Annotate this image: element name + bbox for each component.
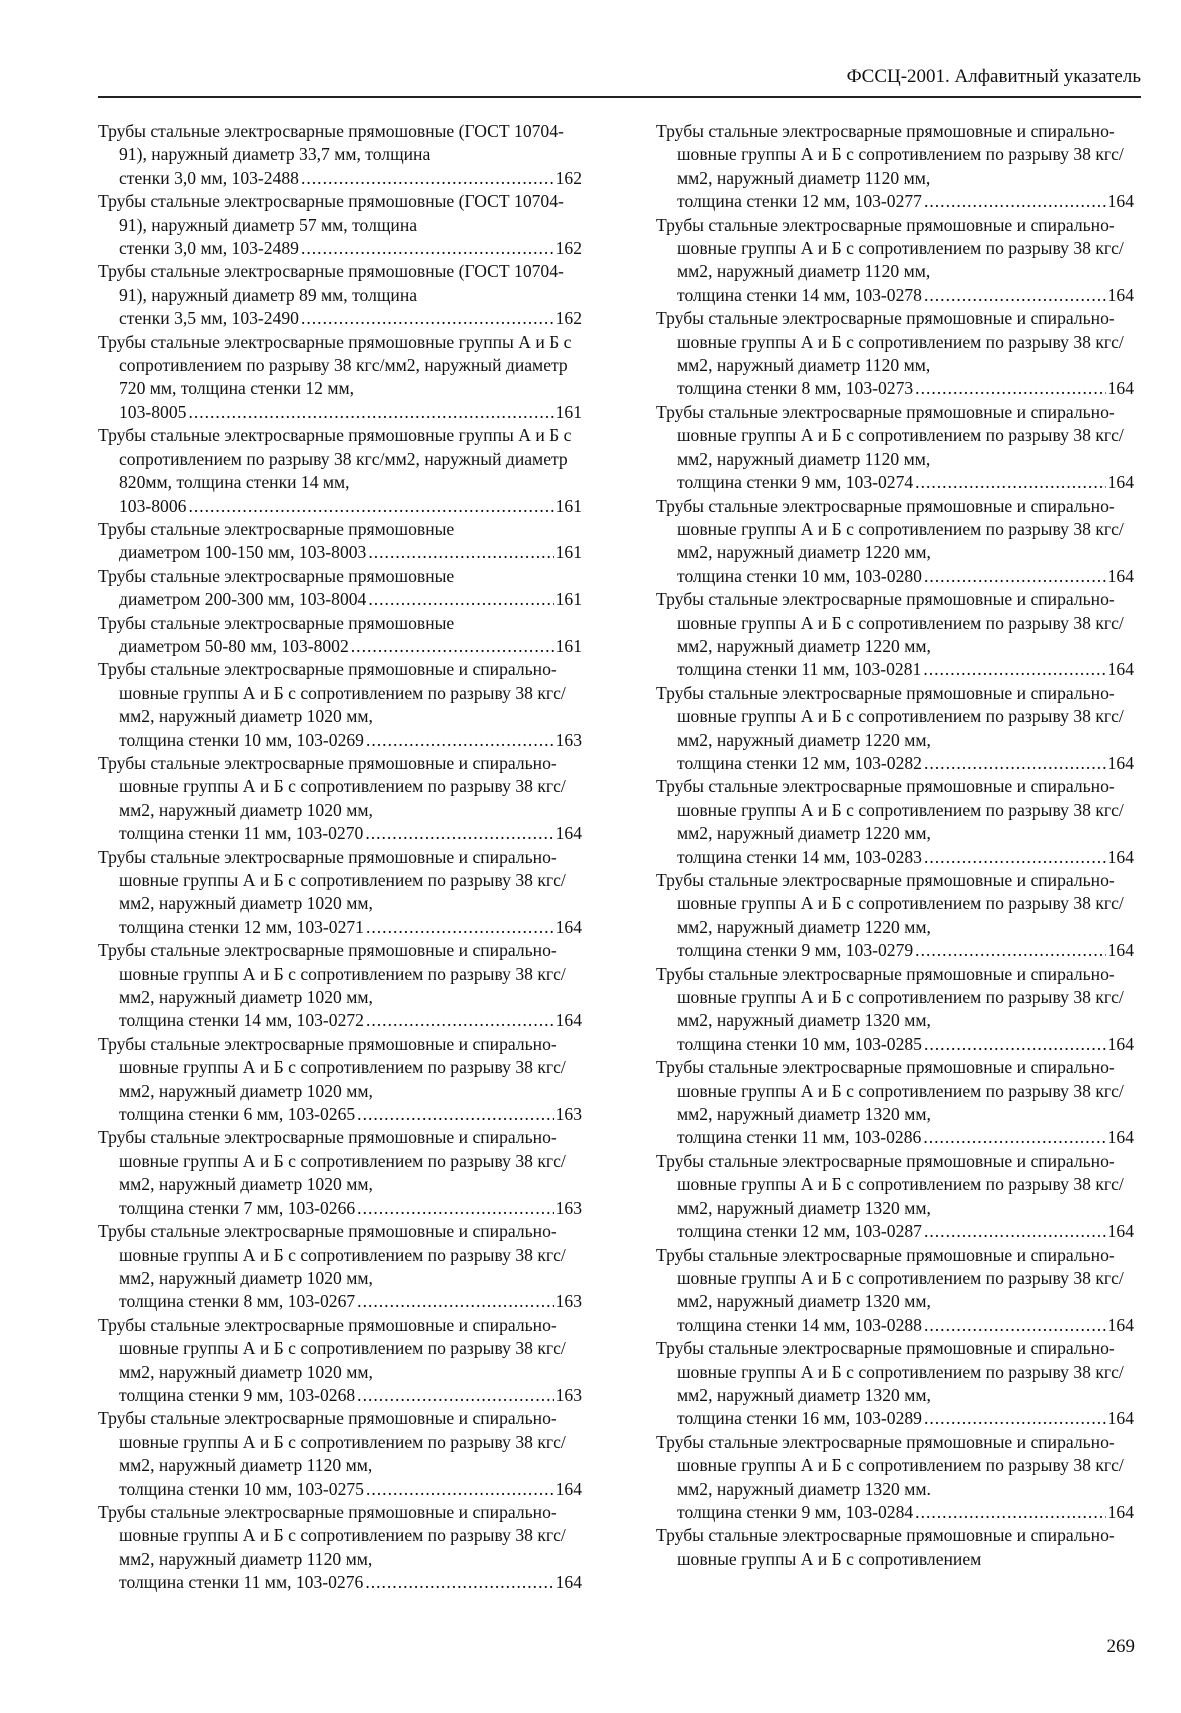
- entry-page: 161: [555, 635, 582, 656]
- index-entry: [98, 190, 582, 260]
- entry-last-line: [119, 1103, 582, 1126]
- entry-last-line: [119, 167, 582, 190]
- entry-page: 163: [555, 1384, 582, 1405]
- entry-page: 164: [555, 916, 582, 937]
- entry-text: Трубы стальные электросварные прямошовные и спирально-шовные группы А и Б с сопротивлением по разрыву 38 кгс/мм2, наружный диаметр 1020 мм,: [98, 752, 566, 820]
- entry-page: 164: [1107, 1501, 1134, 1522]
- entry-code: толщина стенки 12 мм, 103-0277: [677, 191, 922, 212]
- right-index-column: [656, 120, 1134, 1571]
- entry-text: Трубы стальные электросварные прямошовные и спирально-шовные группы А и Б с сопротивлением по разрыву 38 кгс/мм2, наружный диаметр 1120 мм,: [656, 121, 1124, 188]
- entry-page: 164: [555, 1572, 582, 1593]
- dot-leader: [366, 729, 554, 752]
- index-entry: [656, 401, 1134, 495]
- dot-leader: [924, 1033, 1106, 1056]
- entry-text: Трубы стальные электросварные прямошовные и спирально-шовные группы А и Б с сопротивлением по разрыву 38 кгс/мм2, наружный диаметр 1220 мм,: [656, 682, 1124, 750]
- index-entry: [656, 775, 1134, 869]
- index-entry: [98, 260, 582, 330]
- dot-leader: [915, 939, 1105, 962]
- entry-text: Трубы стальные электросварные прямошовные и спирально-шовные группы А и Б с сопротивлением по разрыву 38 кгс/мм2, наружный диаметр 1320 мм,: [656, 1150, 1124, 1218]
- dot-leader: [368, 588, 553, 611]
- entry-text: Трубы стальные электросварные прямошовные и спирально-шовные группы А и Б с сопротивлением по разрыву 38 кгс/мм2, наружный диаметр 1120 мм,: [98, 1501, 566, 1569]
- entry-code: толщина стенки 10 мм, 103-0280: [677, 565, 922, 586]
- index-entry: [98, 1407, 582, 1501]
- entry-last-line: [119, 401, 582, 424]
- entry-page: 164: [1107, 1127, 1134, 1148]
- entry-page: 162: [555, 167, 582, 188]
- entry-page: 164: [1107, 378, 1134, 399]
- entry-page: 163: [555, 1291, 582, 1312]
- index-entry: [98, 846, 582, 940]
- entry-text: Трубы стальные электросварные прямошовные (ГОСТ 10704-91), наружный диаметр 33,7 мм, толщина: [98, 121, 564, 165]
- entry-last-line: [119, 541, 582, 564]
- entry-page: 162: [555, 308, 582, 329]
- entry-last-line: [677, 1314, 1134, 1337]
- entry-page: 164: [1107, 472, 1134, 493]
- entry-page: 164: [1107, 1314, 1134, 1335]
- dot-leader: [366, 1478, 554, 1501]
- entry-text: Трубы стальные электросварные прямошовные и спирально-шовные группы А и Б с сопротивлением по разрыву 38 кгс/мм2, наружный диаметр 1120 мм,: [656, 401, 1124, 469]
- dot-leader: [365, 1571, 553, 1594]
- entry-code: толщина стенки 9 мм, 103-0274: [677, 472, 914, 493]
- entry-code: толщина стенки 14 мм, 103-0283: [677, 846, 922, 867]
- index-entry: [98, 1220, 582, 1314]
- entry-code: толщина стенки 12 мм, 103-0282: [677, 752, 922, 773]
- dot-leader: [366, 916, 554, 939]
- dot-leader: [924, 1220, 1106, 1243]
- dot-leader: [357, 1290, 553, 1313]
- index-entry: [98, 1501, 582, 1595]
- index-entry: [98, 1033, 582, 1127]
- entry-text: Трубы стальные электросварные прямошовные и спирально-шовные группы А и Б с сопротивлением: [656, 1525, 1115, 1569]
- entry-text: Трубы стальные электросварные прямошовные: [98, 518, 455, 539]
- index-entry: [98, 518, 582, 565]
- index-entry: [656, 963, 1134, 1057]
- entry-text: Трубы стальные электросварные прямошовные и спирально-шовные группы А и Б с сопротивлением по разрыву 38 кгс/мм2, наружный диаметр 1320 мм,: [656, 1057, 1124, 1125]
- entry-page: 164: [1107, 846, 1134, 867]
- index-entry: [656, 214, 1134, 308]
- entry-page: 164: [1107, 191, 1134, 212]
- entry-text: Трубы стальные электросварные прямошовные (ГОСТ 10704-91), наружный диаметр 89 мм, толщина: [98, 261, 564, 305]
- entry-code: диаметром 100-150 мм, 103-8003: [119, 542, 367, 563]
- index-entry: [98, 120, 582, 190]
- entry-text: Трубы стальные электросварные прямошовные и спирально-шовные группы А и Б с сопротивлением по разрыву 38 кгс/мм2, наружный диаметр 1120 мм,: [656, 214, 1124, 282]
- entry-last-line: [677, 752, 1134, 775]
- entry-last-line: [677, 377, 1134, 400]
- dot-leader: [365, 822, 553, 845]
- entry-text: Трубы стальные электросварные прямошовные и спирально-шовные группы А и Б с сопротивлением по разрыву 38 кгс/мм2, наружный диаметр 1320 мм,: [656, 1244, 1124, 1312]
- dot-leader: [368, 541, 553, 564]
- entry-text: Трубы стальные электросварные прямошовные и спирально-шовные группы А и Б с сопротивлением по разрыву 38 кгс/мм2, наружный диаметр 1220 мм,: [656, 870, 1124, 937]
- entry-code: толщина стенки 9 мм, 103-0284: [677, 1501, 914, 1522]
- dot-leader: [301, 307, 554, 330]
- dot-leader: [188, 401, 553, 424]
- entry-last-line: [119, 1478, 582, 1501]
- entry-text: Трубы стальные электросварные прямошовные и спирально-шовные группы А и Б с сопротивлением по разрыву 38 кгс/мм2, наружный диаметр 1120 мм,: [98, 1408, 566, 1476]
- dot-leader: [923, 658, 1105, 681]
- entry-page: 164: [555, 1478, 582, 1499]
- entry-text: Трубы стальные электросварные прямошовные и спирально-шовные группы А и Б с сопротивлением по разрыву 38 кгс/мм2, наружный диаметр 1020 мм,: [98, 940, 566, 1008]
- left-index-column: [98, 120, 582, 1595]
- entry-last-line: [677, 190, 1134, 213]
- entry-page: 164: [1107, 940, 1134, 961]
- index-entry: [98, 565, 582, 612]
- index-entry: [656, 1337, 1134, 1431]
- entry-last-line: [677, 1220, 1134, 1243]
- entry-last-line: [119, 1197, 582, 1220]
- entry-last-line: [677, 658, 1134, 681]
- index-entry: [656, 120, 1134, 214]
- entry-text: Трубы стальные электросварные прямошовные и спирально-шовные группы А и Б с сопротивлением по разрыву 38 кгс/мм2, наружный диаметр 1020 мм,: [98, 1127, 566, 1195]
- entry-code: толщина стенки 11 мм, 103-0286: [677, 1127, 922, 1148]
- entry-text: Трубы стальные электросварные прямошовные и спирально-шовные группы А и Б с сопротивлением по разрыву 38 кгс/мм2, наружный диаметр 1020 мм,: [98, 1314, 566, 1382]
- index-entry: [98, 939, 582, 1033]
- entry-last-line: [677, 471, 1134, 494]
- entry-code: толщина стенки 6 мм, 103-0265: [119, 1104, 356, 1125]
- index-entry: [98, 1126, 582, 1220]
- dot-leader: [357, 1103, 553, 1126]
- index-entry: [98, 331, 582, 425]
- header-title: ФССЦ-2001. Алфавитный указатель: [846, 66, 1141, 87]
- index-entry: [98, 752, 582, 846]
- entry-page: 164: [555, 823, 582, 844]
- dot-leader: [351, 635, 554, 658]
- entry-text: Трубы стальные электросварные прямошовные (ГОСТ 10704-91), наружный диаметр 57 мм, толщина: [98, 191, 564, 235]
- entry-text: Трубы стальные электросварные прямошовные и спирально-шовные группы А и Б с сопротивлением по разрыву 38 кгс/мм2, наружный диаметр 1320 мм,: [656, 1338, 1124, 1405]
- entry-last-line: [677, 565, 1134, 588]
- entry-text: Трубы стальные электросварные прямошовные и спирально-шовные группы А и Б с сопротивлением по разрыву 38 кгс/мм2, наружный диаметр 1120 мм,: [656, 308, 1124, 376]
- entry-text: Трубы стальные электросварные прямошовные и спирально-шовные группы А и Б с сопротивлением по разрыву 38 кгс/мм2, наружный диаметр 1020 мм,: [98, 1221, 566, 1288]
- entry-last-line: [119, 588, 582, 611]
- dot-leader: [915, 1501, 1105, 1524]
- entry-page: 161: [555, 495, 582, 516]
- page-number: 269: [1106, 1636, 1135, 1657]
- entry-last-line: [119, 635, 582, 658]
- entry-page: 161: [555, 589, 582, 610]
- entry-page: 163: [555, 1197, 582, 1218]
- entry-code: толщина стенки 11 мм, 103-0270: [119, 823, 364, 844]
- entry-last-line: [119, 729, 582, 752]
- dot-leader: [188, 495, 553, 518]
- dot-leader: [366, 1009, 554, 1032]
- entry-page: 164: [555, 1010, 582, 1031]
- entry-code: толщина стенки 10 мм, 103-0285: [677, 1033, 922, 1054]
- entry-code: толщина стенки 12 мм, 103-0287: [677, 1221, 922, 1242]
- entry-text: Трубы стальные электросварные прямошовные и спирально-шовные группы А и Б с сопротивлением по разрыву 38 кгс/мм2, наружный диаметр 1020 мм,: [98, 846, 566, 914]
- page-header: [98, 66, 1141, 98]
- entry-page: 164: [1107, 1408, 1134, 1429]
- entry-page: 161: [555, 542, 582, 563]
- index-entry: [656, 682, 1134, 776]
- entry-last-line: [677, 1126, 1134, 1149]
- entry-text: Трубы стальные электросварные прямошовные группы А и Б с сопротивлением по разрыву 38 кгс/мм2, наружный диаметр 720 мм, толщина стенки 12 мм,: [98, 331, 572, 399]
- index-entry: [656, 1244, 1134, 1338]
- entry-page: 163: [555, 729, 582, 750]
- index-entry: [656, 588, 1134, 682]
- dot-leader: [924, 752, 1106, 775]
- entry-code: толщина стенки 11 мм, 103-0276: [119, 1572, 364, 1593]
- entry-last-line: [119, 916, 582, 939]
- index-entry: [656, 1150, 1134, 1244]
- dot-leader: [923, 1126, 1105, 1149]
- entry-code: толщина стенки 11 мм, 103-0281: [677, 659, 922, 680]
- entry-text: Трубы стальные электросварные прямошовные и спирально-шовные группы А и Б с сопротивлением по разрыву 38 кгс/мм2, наружный диаметр 1220 мм,: [656, 589, 1124, 656]
- index-entry: [98, 612, 582, 659]
- index-entry: [656, 307, 1134, 401]
- entry-last-line: [119, 1571, 582, 1594]
- entry-code: толщина стенки 7 мм, 103-0266: [119, 1197, 356, 1218]
- index-entry: [98, 1314, 582, 1408]
- entry-code: стенки 3,0 мм, 103-2489: [119, 238, 299, 259]
- entry-code: толщина стенки 9 мм, 103-0268: [119, 1384, 356, 1405]
- index-entry: [656, 1056, 1134, 1150]
- entry-last-line: [119, 307, 582, 330]
- entry-page: 164: [1107, 1221, 1134, 1242]
- entry-text: Трубы стальные электросварные прямошовные: [98, 565, 455, 586]
- index-entry: [656, 1431, 1134, 1525]
- entry-page: 164: [1107, 565, 1134, 586]
- dot-leader: [924, 284, 1106, 307]
- entry-code: 103-8005: [119, 401, 187, 422]
- entry-last-line: [119, 1290, 582, 1313]
- index-entry: [98, 424, 582, 518]
- dot-leader: [301, 237, 554, 260]
- entry-page: 164: [1107, 752, 1134, 773]
- entry-last-line: [119, 1009, 582, 1032]
- index-entry: [656, 1524, 1134, 1571]
- entry-last-line: [119, 495, 582, 518]
- entry-text: Трубы стальные электросварные прямошовные и спирально-шовные группы А и Б с сопротивлением по разрыву 38 кгс/мм2, наружный диаметр 1220 мм,: [656, 495, 1124, 563]
- entry-text: Трубы стальные электросварные прямошовные и спирально-шовные группы А и Б с сопротивлением по разрыву 38 кгс/мм2, наружный диаметр 1320 мм,: [656, 963, 1124, 1031]
- entry-page: 164: [1107, 284, 1134, 305]
- entry-last-line: [677, 1501, 1134, 1524]
- index-entry: [656, 495, 1134, 589]
- entry-code: стенки 3,5 мм, 103-2490: [119, 308, 299, 329]
- entry-code: диаметром 50-80 мм, 103-8002: [119, 635, 349, 656]
- entry-last-line: [119, 1384, 582, 1407]
- entry-code: толщина стенки 14 мм, 103-0288: [677, 1314, 922, 1335]
- entry-code: толщина стенки 16 мм, 103-0289: [677, 1408, 922, 1429]
- entry-code: толщина стенки 14 мм, 103-0278: [677, 284, 922, 305]
- entry-last-line: [677, 1407, 1134, 1430]
- entry-page: 161: [555, 401, 582, 422]
- dot-leader: [357, 1197, 553, 1220]
- entry-page: 164: [1107, 1033, 1134, 1054]
- entry-last-line: [119, 237, 582, 260]
- index-entry: [98, 658, 582, 752]
- entry-last-line: [677, 284, 1134, 307]
- entry-code: толщина стенки 10 мм, 103-0269: [119, 729, 364, 750]
- entry-code: 103-8006: [119, 495, 187, 516]
- entry-code: толщина стенки 8 мм, 103-0273: [677, 378, 914, 399]
- dot-leader: [357, 1384, 553, 1407]
- dot-leader: [915, 377, 1105, 400]
- dot-leader: [924, 190, 1106, 213]
- entry-page: 164: [1107, 659, 1134, 680]
- entry-text: Трубы стальные электросварные прямошовные группы А и Б с сопротивлением по разрыву 38 кгс/мм2, наружный диаметр 820мм, толщина стенки 14 мм,: [98, 425, 572, 493]
- dot-leader: [301, 167, 554, 190]
- entry-page: 163: [555, 1104, 582, 1125]
- dot-leader: [924, 1314, 1106, 1337]
- entry-text: Трубы стальные электросварные прямошовные и спирально-шовные группы А и Б с сопротивлением по разрыву 38 кгс/мм2, наружный диаметр 1020 мм,: [98, 1033, 566, 1101]
- entry-text: Трубы стальные электросварные прямошовные и спирально-шовные группы А и Б с сопротивлением по разрыву 38 кгс/мм2, наружный диаметр 1220 мм,: [656, 776, 1124, 844]
- dot-leader: [924, 846, 1106, 869]
- entry-code: диаметром 200-300 мм, 103-8004: [119, 589, 367, 610]
- entry-code: толщина стенки 8 мм, 103-0267: [119, 1291, 356, 1312]
- entry-code: толщина стенки 10 мм, 103-0275: [119, 1478, 364, 1499]
- dot-leader: [924, 1407, 1106, 1430]
- entry-last-line: [677, 1033, 1134, 1056]
- entry-last-line: [119, 822, 582, 845]
- entry-text: Трубы стальные электросварные прямошовные и спирально-шовные группы А и Б с сопротивлением по разрыву 38 кгс/мм2, наружный диаметр 1020 мм,: [98, 659, 566, 727]
- entry-text: Трубы стальные электросварные прямошовные: [98, 612, 455, 633]
- entry-code: толщина стенки 9 мм, 103-0279: [677, 940, 914, 961]
- entry-code: толщина стенки 12 мм, 103-0271: [119, 916, 364, 937]
- entry-page: 162: [555, 238, 582, 259]
- entry-text: Трубы стальные электросварные прямошовные и спирально-шовные группы А и Б с сопротивлением по разрыву 38 кгс/мм2, наружный диаметр 1320 мм.: [656, 1431, 1124, 1499]
- dot-leader: [924, 565, 1106, 588]
- dot-leader: [915, 471, 1105, 494]
- entry-code: стенки 3,0 мм, 103-2488: [119, 167, 299, 188]
- entry-last-line: [677, 939, 1134, 962]
- index-entry: [656, 869, 1134, 963]
- entry-last-line: [677, 846, 1134, 869]
- entry-code: толщина стенки 14 мм, 103-0272: [119, 1010, 364, 1031]
